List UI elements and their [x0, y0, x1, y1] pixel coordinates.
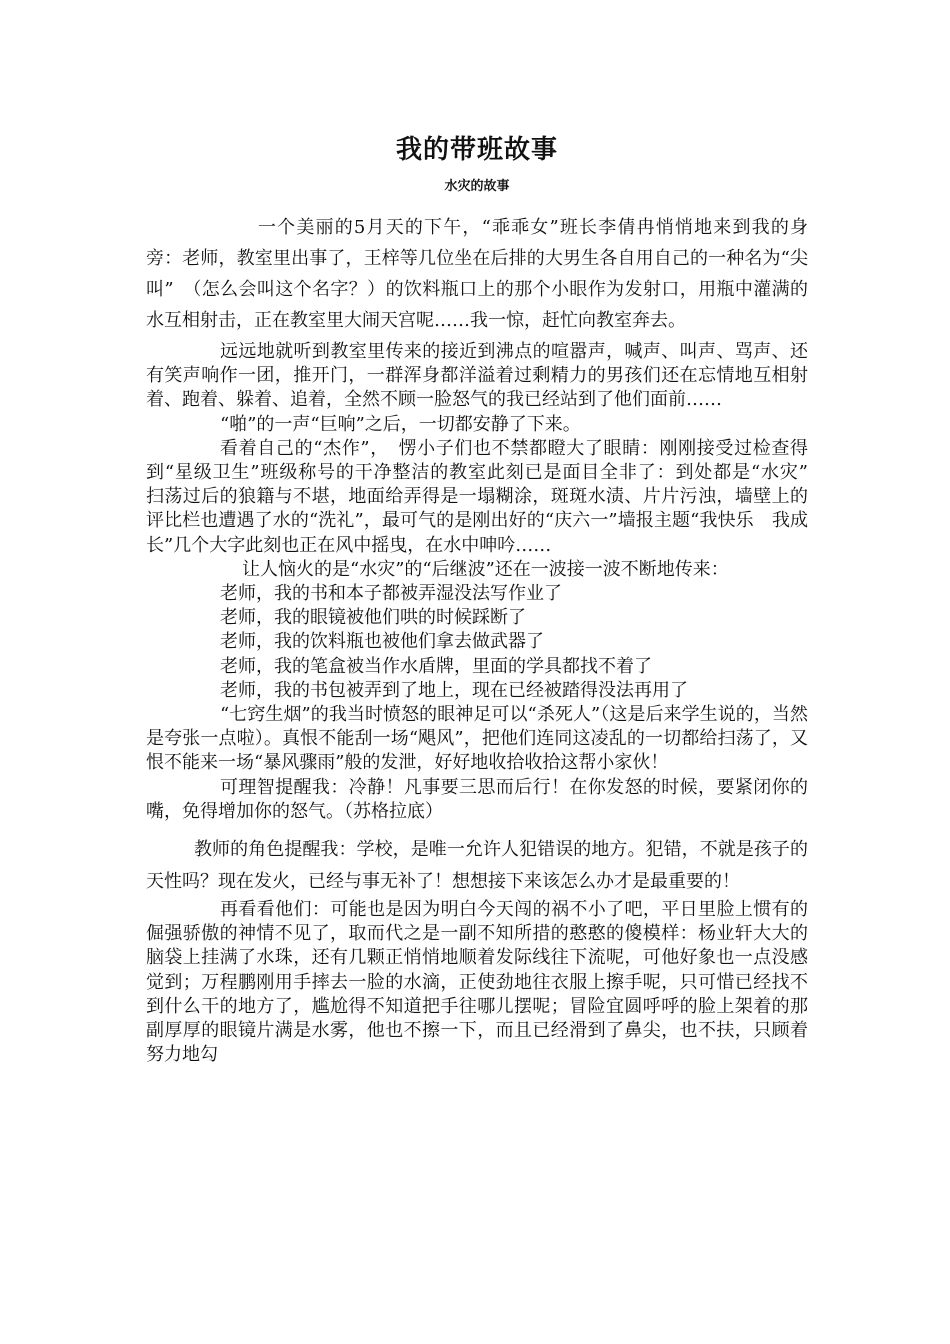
student-complaint: 老师，我的书和本子都被弄湿没法写作业了	[220, 583, 562, 605]
paragraph-masterpiece: 看着自己的“杰作”， 愣小子们也不禁都瞪大了眼睛：刚刚接受过检查得到“星级卫生”班级称号的干净整洁的教室此刻已是面目全非了：到处都是“水灾” 扫荡过后的狼籍与不堪，地面给弄得是一塌糊涂，斑斑水渍、片片污浊，墙壁上的评比栏也遭遇了水的“洗礼”，最可气的是刚出好的“庆六一”墙报主题“我快乐 我成长”几个大字此刻也正在风中摇曳，在水中呻吟……	[146, 437, 826, 556]
document-title: 我的带班故事	[395, 135, 558, 165]
paragraph-reason: 可理智提醒我：冷静！凡事要三思而后行！在你发怒的时候，要紧闭你的嘴，免得增加你的怒气。（苏格拉底）	[146, 776, 808, 822]
paragraph-aftershock: 让人恼火的是“水灾”的“后继波”还在一波接一波不断地传来：	[242, 558, 729, 580]
paragraph-noise: 远远地就听到教室里传来的接近到沸点的喧嚣声，喊声、叫声、骂声、还有笑声响作一团，推开门，一群浑身都洋溢着过剩精力的男孩们还在忘情地互相射着、跑着、躲着、追着，全然不顾一脸怒气的我已经站到了他们面前……	[146, 341, 808, 411]
paragraph-teacher-role: 教师的角色提醒我：学校，是唯一允许人犯错误的地方。犯错，不就是孩子的天性吗？现在发火，已经与事无补了！想想接下来该怎么办才是最重要的！	[146, 839, 808, 893]
document-subtitle: 水灾的故事	[444, 179, 510, 194]
paragraph-anger: “七窍生烟”的我当时愤怒的眼神足可以“杀死人”（这是后来学生说的，当然是夸张一点啦）。真恨不能刮一场“飓风”，把他们连同这凌乱的一切都给扫荡了，又恨不能来一场“暴风骤雨”般的发泄，好好地收拾收拾这帮小家伙！	[146, 704, 808, 774]
document-page	[146, 0, 826, 1344]
paragraph-students-look: 再看看他们：可能也是因为明白今天闯的祸不小了吧，平日里脸上惯有的倔强骄傲的神情不见了，取而代之是一副不知所措的憨憨的傻模样：杨业轩大大的脑袋上挂满了水珠，还有几颗正悄悄地顺着发际线往下流呢，可他好象也一点没感觉到；万程鹏刚用手摔去一脸的水滴，正使劲地往衣服上擦手呢，只可惜已经找不到什么干的地方了，尴尬得不知道把手往哪儿摆呢；冒险宜圆呼呼的脸上架着的那副厚厚的眼镜片满是水雾，他也不擦一下，而且已经滑到了鼻尖，也不扶，只顾着努力地勾	[146, 899, 808, 1066]
student-complaint: 老师，我的眼镜被他们哄的时候踩断了	[220, 607, 526, 629]
student-complaint: 老师，我的笔盒被当作水盾牌，里面的学具都找不着了	[220, 655, 652, 677]
student-complaint: 老师，我的饮料瓶也被他们拿去做武器了	[220, 631, 544, 653]
document-body	[146, 212, 826, 1067]
paragraph-opening: 一个美丽的5月天的下午，“乖乖女”班长李倩冉悄悄地来到我的身旁：老师，教室里出事了，王梓等几位坐在后排的大男生各自用自己的一种名为“尖叫” （怎么会叫这个名字？）的饮料瓶口上的那个小眼作为发射口，用瓶中灌满的水互相射击，正在教室里大闹天宫呢……我一惊，赶忙向教室奔去。	[146, 217, 808, 331]
student-complaint: 老师，我的书包被弄到了地上，现在已经被踏得没法再用了	[220, 679, 688, 701]
paragraph-silence: “啪”的一声“巨响”之后，一切都安静了下来。	[220, 413, 581, 435]
